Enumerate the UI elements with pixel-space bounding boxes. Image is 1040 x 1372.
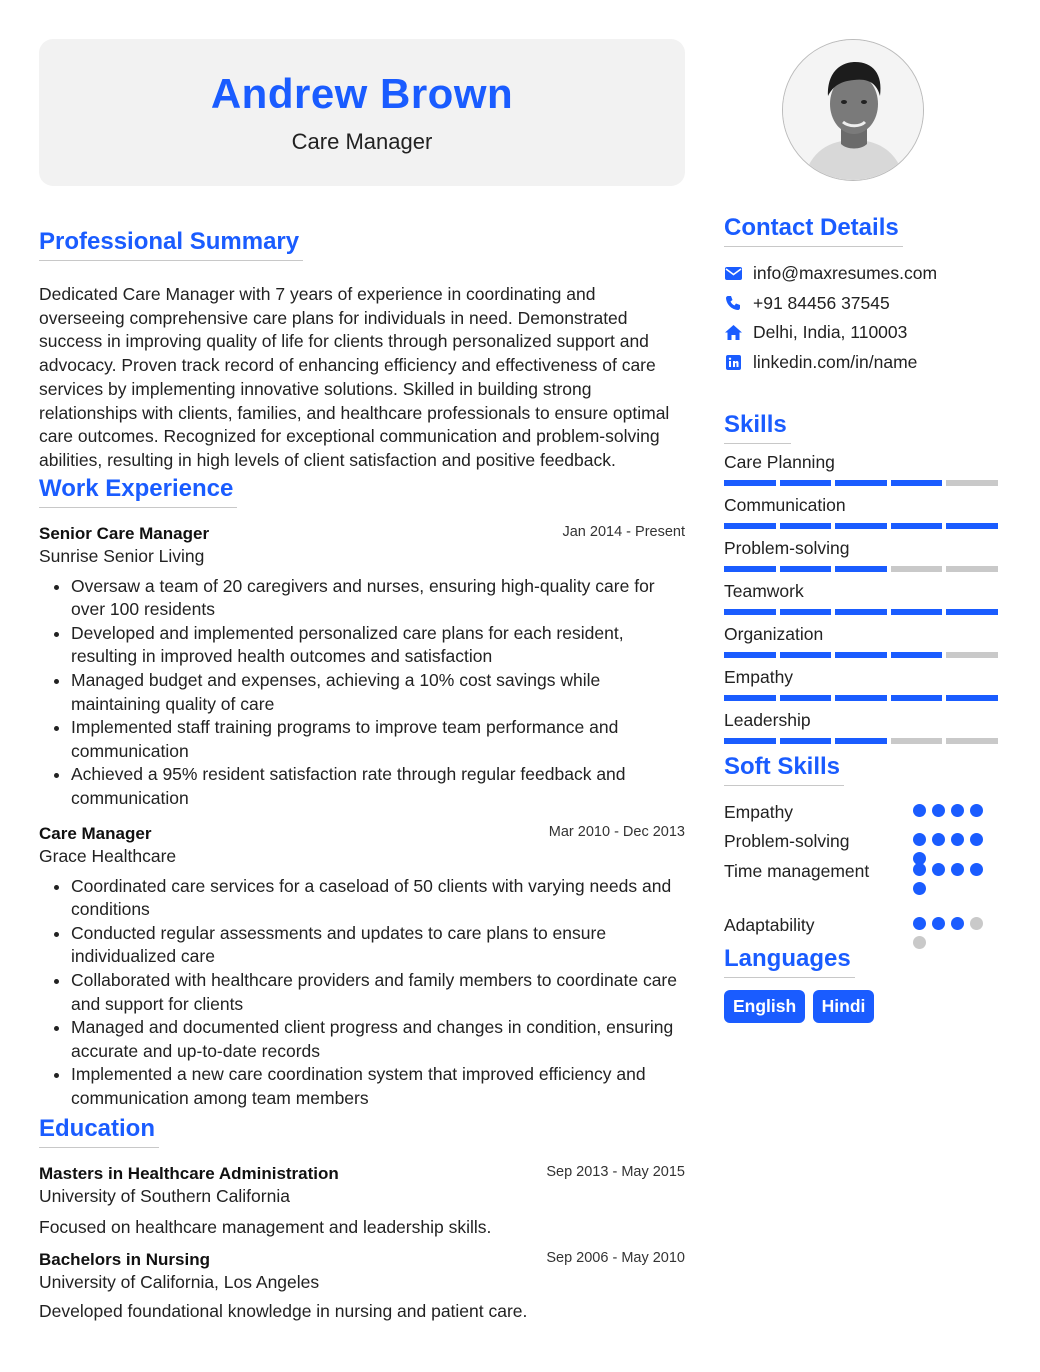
job-bullet: • Conducted regular assessments and updates to care plans to ensure individualized care [71, 922, 685, 969]
soft-skill-dot [913, 863, 926, 876]
summary-section [39, 228, 685, 473]
soft-skill-dot [913, 833, 926, 846]
soft-skill-name: Problem-solving [724, 831, 850, 851]
skill-level-segment [780, 695, 832, 701]
language-tag: Hindi [813, 990, 875, 1023]
experience-section [39, 475, 685, 1111]
skill-level-segment [724, 480, 776, 486]
soft-skill-dot [951, 863, 964, 876]
degree-title: Masters in Healthcare Administration [39, 1163, 339, 1183]
contact-heading: Contact Details [724, 214, 903, 247]
header-card [39, 39, 685, 186]
skills-section [724, 411, 1000, 744]
soft-skill-dots [913, 917, 987, 949]
skill-level-segment [724, 523, 776, 529]
skill-level-segment [891, 652, 943, 658]
skill-level-bar [724, 695, 1000, 701]
job-date: Mar 2010 - Dec 2013 [548, 823, 685, 840]
job-bullets [39, 575, 685, 811]
school-name: University of Southern California [39, 1185, 290, 1206]
contact-linkedin[interactable] [724, 348, 1000, 378]
envelope-icon [724, 265, 742, 283]
skill-item [724, 581, 1000, 615]
skill-level-segment [891, 480, 943, 486]
job-bullets [39, 875, 685, 1111]
soft-skill-dot [913, 882, 926, 895]
soft-skill-name: Adaptability [724, 915, 815, 935]
education-entry [39, 1250, 685, 1322]
skill-level-segment [835, 480, 887, 486]
soft-skill-dot [913, 917, 926, 930]
contact-address [724, 318, 1000, 348]
education-section [39, 1115, 685, 1322]
soft-skill-dot [913, 804, 926, 817]
profile-photo [782, 39, 924, 181]
summary-text: Dedicated Care Manager with 7 years of experience in coordinating and overseeing comprehensive care plans for individuals in need. Demonstrated success in improving quality of life for clients through personalized support and advocacy. Proven track record of enhancing efficiency and effectiveness of care services by implementing innovative solutions. Skilled in building strong relationships with clients, families, and healthcare professionals to ensure optimal care outcomes. Recognized for exceptional communication and problem-solving abilities, resulting in high levels of client satisfaction and positive feedback. [39, 284, 670, 470]
skill-level-segment [946, 523, 998, 529]
phone-text: +91 84456 37545 [753, 292, 890, 313]
job-bullet: • Oversaw a team of 20 caregivers and nurses, ensuring high-quality care for over 100 residents [71, 575, 685, 622]
job-bullet: • Collaborated with healthcare providers and family members to coordinate care and support for clients [71, 969, 685, 1016]
linkedin-text: linkedin.com/in/name [753, 351, 918, 372]
contact-email[interactable] [724, 259, 1000, 289]
skill-level-bar [724, 480, 1000, 486]
linkedin-icon [724, 353, 742, 371]
skill-level-segment [946, 609, 998, 615]
job-bullet: • Achieved a 95% resident satisfaction rate through regular feedback and communication [71, 763, 685, 810]
skill-level-segment [946, 566, 998, 572]
soft-skill-dot [932, 917, 945, 930]
soft-skill-item [724, 802, 1000, 831]
skill-name: Care Planning [724, 452, 835, 472]
skill-level-bar [724, 609, 1000, 615]
skill-item [724, 624, 1000, 658]
skill-level-bar [724, 652, 1000, 658]
soft-skill-dot [913, 936, 926, 949]
soft-skill-dots [913, 863, 987, 895]
skill-level-segment [780, 480, 832, 486]
soft-skills-section [724, 753, 1000, 945]
soft-skill-dot [951, 917, 964, 930]
soft-skill-dot [970, 804, 983, 817]
languages-heading: Languages [724, 945, 855, 978]
skill-level-segment [724, 652, 776, 658]
soft-skill-item [724, 915, 1000, 945]
skill-item [724, 667, 1000, 701]
language-tags [724, 990, 1000, 1023]
skill-level-segment [780, 523, 832, 529]
skill-level-segment [835, 609, 887, 615]
skill-level-segment [835, 652, 887, 658]
skill-level-segment [891, 609, 943, 615]
soft-skill-dot [932, 833, 945, 846]
soft-skill-dot [970, 833, 983, 846]
home-icon [724, 324, 742, 342]
skill-level-segment [891, 523, 943, 529]
skill-level-segment [946, 738, 998, 744]
soft-skill-dot [951, 804, 964, 817]
main-column [39, 39, 685, 1322]
skill-item [724, 495, 1000, 529]
job-bullet: • Managed and documented client progress and changes in condition, ensuring accurate and up-to-date records [71, 1016, 685, 1063]
job-bullet: • Implemented a new care coordination system that improved efficiency and communication among team members [71, 1063, 685, 1110]
skill-level-bar [724, 523, 1000, 529]
soft-skills-heading: Soft Skills [724, 753, 844, 786]
soft-skill-name: Empathy [724, 802, 794, 822]
skill-level-segment [891, 695, 943, 701]
contact-section [724, 214, 1000, 377]
soft-skill-dots [913, 804, 987, 817]
language-tag: English [724, 990, 805, 1023]
job-company: Grace Healthcare [39, 845, 177, 866]
contact-phone[interactable] [724, 289, 1000, 319]
experience-heading: Work Experience [39, 475, 237, 508]
soft-skill-dot [932, 863, 945, 876]
job-date: Jan 2014 - Present [562, 523, 685, 540]
soft-skills-list [724, 802, 1000, 945]
job-bullet: • Implemented staff training programs to improve team performance and communication [71, 716, 685, 763]
skill-name: Leadership [724, 710, 811, 730]
skills-heading: Skills [724, 411, 791, 444]
skill-level-segment [946, 695, 998, 701]
skill-name: Problem-solving [724, 538, 850, 558]
school-name: University of California, Los Angeles [39, 1271, 320, 1292]
job-bullet: • Coordinated care services for a caseload of 50 clients with varying needs and conditions [71, 875, 685, 922]
candidate-role: Care Manager [291, 129, 433, 154]
skill-level-segment [780, 652, 832, 658]
skills-list [724, 452, 1000, 744]
job-title: Care Manager [39, 823, 152, 843]
skill-level-segment [780, 609, 832, 615]
skill-level-bar [724, 566, 1000, 572]
job-company: Sunrise Senior Living [39, 545, 205, 566]
education-date: Sep 2006 - May 2010 [546, 1249, 685, 1266]
education-description: Focused on healthcare management and leadership skills. [39, 1216, 492, 1237]
education-entry [39, 1164, 685, 1238]
skill-level-segment [780, 566, 832, 572]
candidate-name: Andrew Brown [210, 70, 514, 117]
job-bullet: • Developed and implemented personalized care plans for each resident, resulting in improved health outcomes and satisfaction [71, 622, 685, 669]
skill-level-segment [835, 738, 887, 744]
skill-level-segment [835, 523, 887, 529]
skill-level-segment [724, 609, 776, 615]
skill-item [724, 538, 1000, 572]
job-entry [39, 824, 685, 1111]
skill-level-segment [835, 566, 887, 572]
job-title: Senior Care Manager [39, 523, 210, 543]
skill-level-segment [946, 480, 998, 486]
soft-skill-dot [951, 833, 964, 846]
education-description: Developed foundational knowledge in nursing and patient care. [39, 1300, 528, 1321]
skill-level-bar [724, 738, 1000, 744]
skill-name: Organization [724, 624, 824, 644]
soft-skill-item [724, 831, 1000, 861]
summary-heading: Professional Summary [39, 228, 303, 261]
skill-item [724, 710, 1000, 744]
skill-item [724, 452, 1000, 486]
skill-level-segment [780, 738, 832, 744]
degree-title: Bachelors in Nursing [39, 1249, 210, 1269]
soft-skill-name: Time management [724, 861, 870, 881]
skill-level-segment [891, 738, 943, 744]
soft-skill-dot [970, 863, 983, 876]
skill-name: Communication [724, 495, 846, 515]
skill-name: Teamwork [724, 581, 804, 601]
soft-skill-dot [970, 917, 983, 930]
job-bullet: • Managed budget and expenses, achieving a 10% cost savings while maintaining quality of care [71, 669, 685, 716]
languages-section [724, 945, 1000, 1023]
email-text: info@maxresumes.com [753, 263, 938, 284]
skill-level-segment [724, 566, 776, 572]
address-text: Delhi, India, 110003 [753, 322, 908, 343]
job-entry [39, 524, 685, 811]
skill-name: Empathy [724, 667, 794, 687]
skill-level-segment [724, 738, 776, 744]
education-date: Sep 2013 - May 2015 [546, 1163, 685, 1180]
skill-level-segment [835, 695, 887, 701]
soft-skill-item [724, 861, 1000, 915]
soft-skill-dot [932, 804, 945, 817]
skill-level-segment [946, 652, 998, 658]
phone-icon [724, 294, 742, 312]
education-heading: Education [39, 1115, 159, 1148]
avatar-icon [783, 40, 924, 181]
sidebar-column [724, 39, 1000, 1023]
skill-level-segment [891, 566, 943, 572]
skill-level-segment [724, 695, 776, 701]
